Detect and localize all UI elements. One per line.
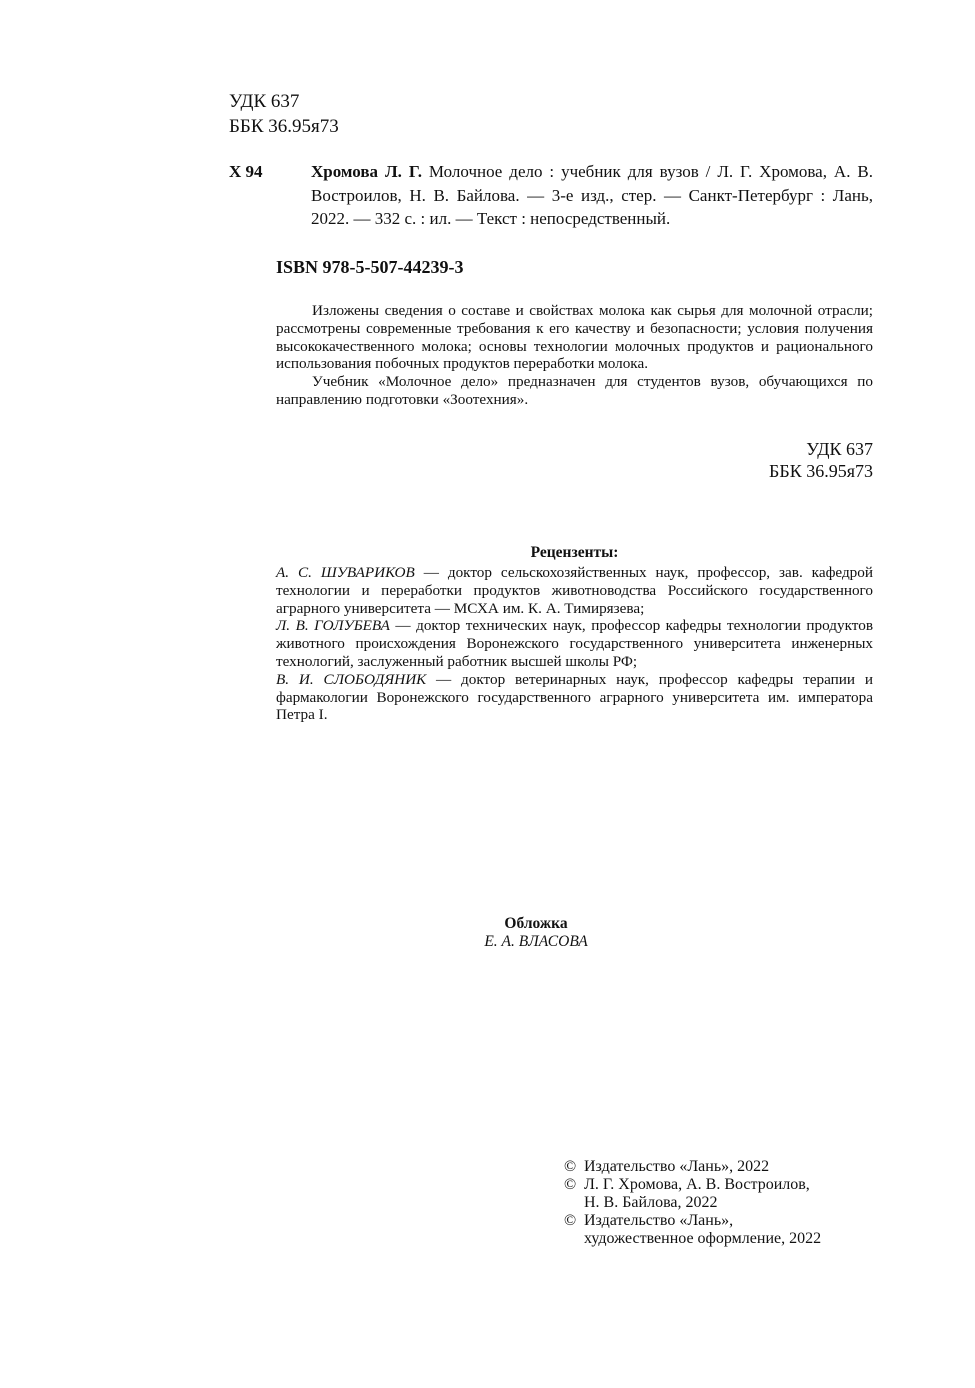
cover-label: Обложка: [504, 915, 568, 932]
reviewer-entry: [276, 617, 873, 670]
annotation-paragraph: Изложены сведения о составе и свойствах молока как сырья для молочной отрасли; рассмотрены современные требования к его качеству и безопасности; условия получения высококачественного молока; основы технологии молочных продуктов и рационального использования побочных продуктов переработки молока.: [276, 302, 873, 373]
reviewers-heading: Рецензенты:: [530, 544, 619, 561]
biblio-author: Хромова Л. Г.: [311, 162, 422, 181]
reviewer-details: — доктор ветеринарных наук, профессор кафедры терапии и фармакологии Воронежского государственного аграрного университета им. императора Петра I.: [276, 670, 873, 724]
author-mark: Х 94: [229, 162, 263, 181]
cover-credit: [276, 915, 796, 951]
reviewer-entry: [276, 564, 873, 617]
reviewers-list: [276, 564, 873, 724]
copyright-symbol: ©: [564, 1176, 577, 1193]
reviewer-entry: [276, 671, 873, 724]
udk-code: УДК 637: [229, 91, 300, 112]
udk-code: УДК 637: [806, 439, 873, 459]
biblio-description: Молочное дело : учебник для вузов / Л. Г. Хромова, А. В. Востроилов, Н. В. Байлова. — 3-е изд., стер. — Санкт-Петербург : Лань, 2022. — 332 с. : ил. — Текст : непосредственный.: [311, 162, 873, 228]
isbn: ISBN 978-5-507-44239-3: [276, 257, 464, 277]
classification-codes-right: [769, 438, 873, 482]
reviewer-name: Л. В. ГОЛУБЕВА: [276, 617, 390, 635]
copyright-symbol: ©: [564, 1212, 577, 1229]
copyright-text: Издательство «Лань», 2022: [584, 1158, 770, 1175]
copyright-text-continued: Н. В. Байлова, 2022: [584, 1194, 718, 1211]
reviewer-name: В. И. СЛОБОДЯНИК: [276, 670, 427, 688]
bbk-code: ББК 36.95я73: [769, 461, 873, 481]
copyright-text: Л. Г. Хромова, А. В. Востроилов,: [584, 1176, 810, 1193]
reviewer-details: — доктор технических наук, профессор кафедры технологии продуктов животного происхождения Воронежского государственного университета инженерных технологий, заслуженный работник высшей школы РФ;: [276, 617, 873, 670]
copyright-entry: [564, 1176, 884, 1194]
copyright-block: [564, 1158, 884, 1248]
annotation: [276, 302, 873, 409]
reviewer-name: А. С. ШУВАРИКОВ: [276, 564, 415, 581]
bibliographic-record: [311, 160, 873, 231]
copyright-entry: [564, 1158, 884, 1176]
copyright-text-continued: художественное оформление, 2022: [584, 1230, 822, 1247]
bbk-code: ББК 36.95я73: [229, 116, 339, 137]
copyright-entry: [564, 1212, 884, 1230]
cover-designer: Е. А. ВЛАСОВА: [484, 933, 588, 950]
reviewer-details: — доктор сельскохозяйственных наук, профессор, зав. кафедрой технологии и переработки продуктов животноводства Российского государственного аграрного университета — МСХА им. К. А. Тимирязева;: [276, 564, 873, 617]
copyright-symbol: ©: [564, 1158, 577, 1175]
copyright-text: Издательство «Лань»,: [584, 1212, 734, 1229]
classification-codes-top: [229, 89, 339, 139]
annotation-paragraph: Учебник «Молочное дело» предназначен для студентов вузов, обучающихся по направлению подготовки «Зоотехния».: [276, 373, 873, 408]
